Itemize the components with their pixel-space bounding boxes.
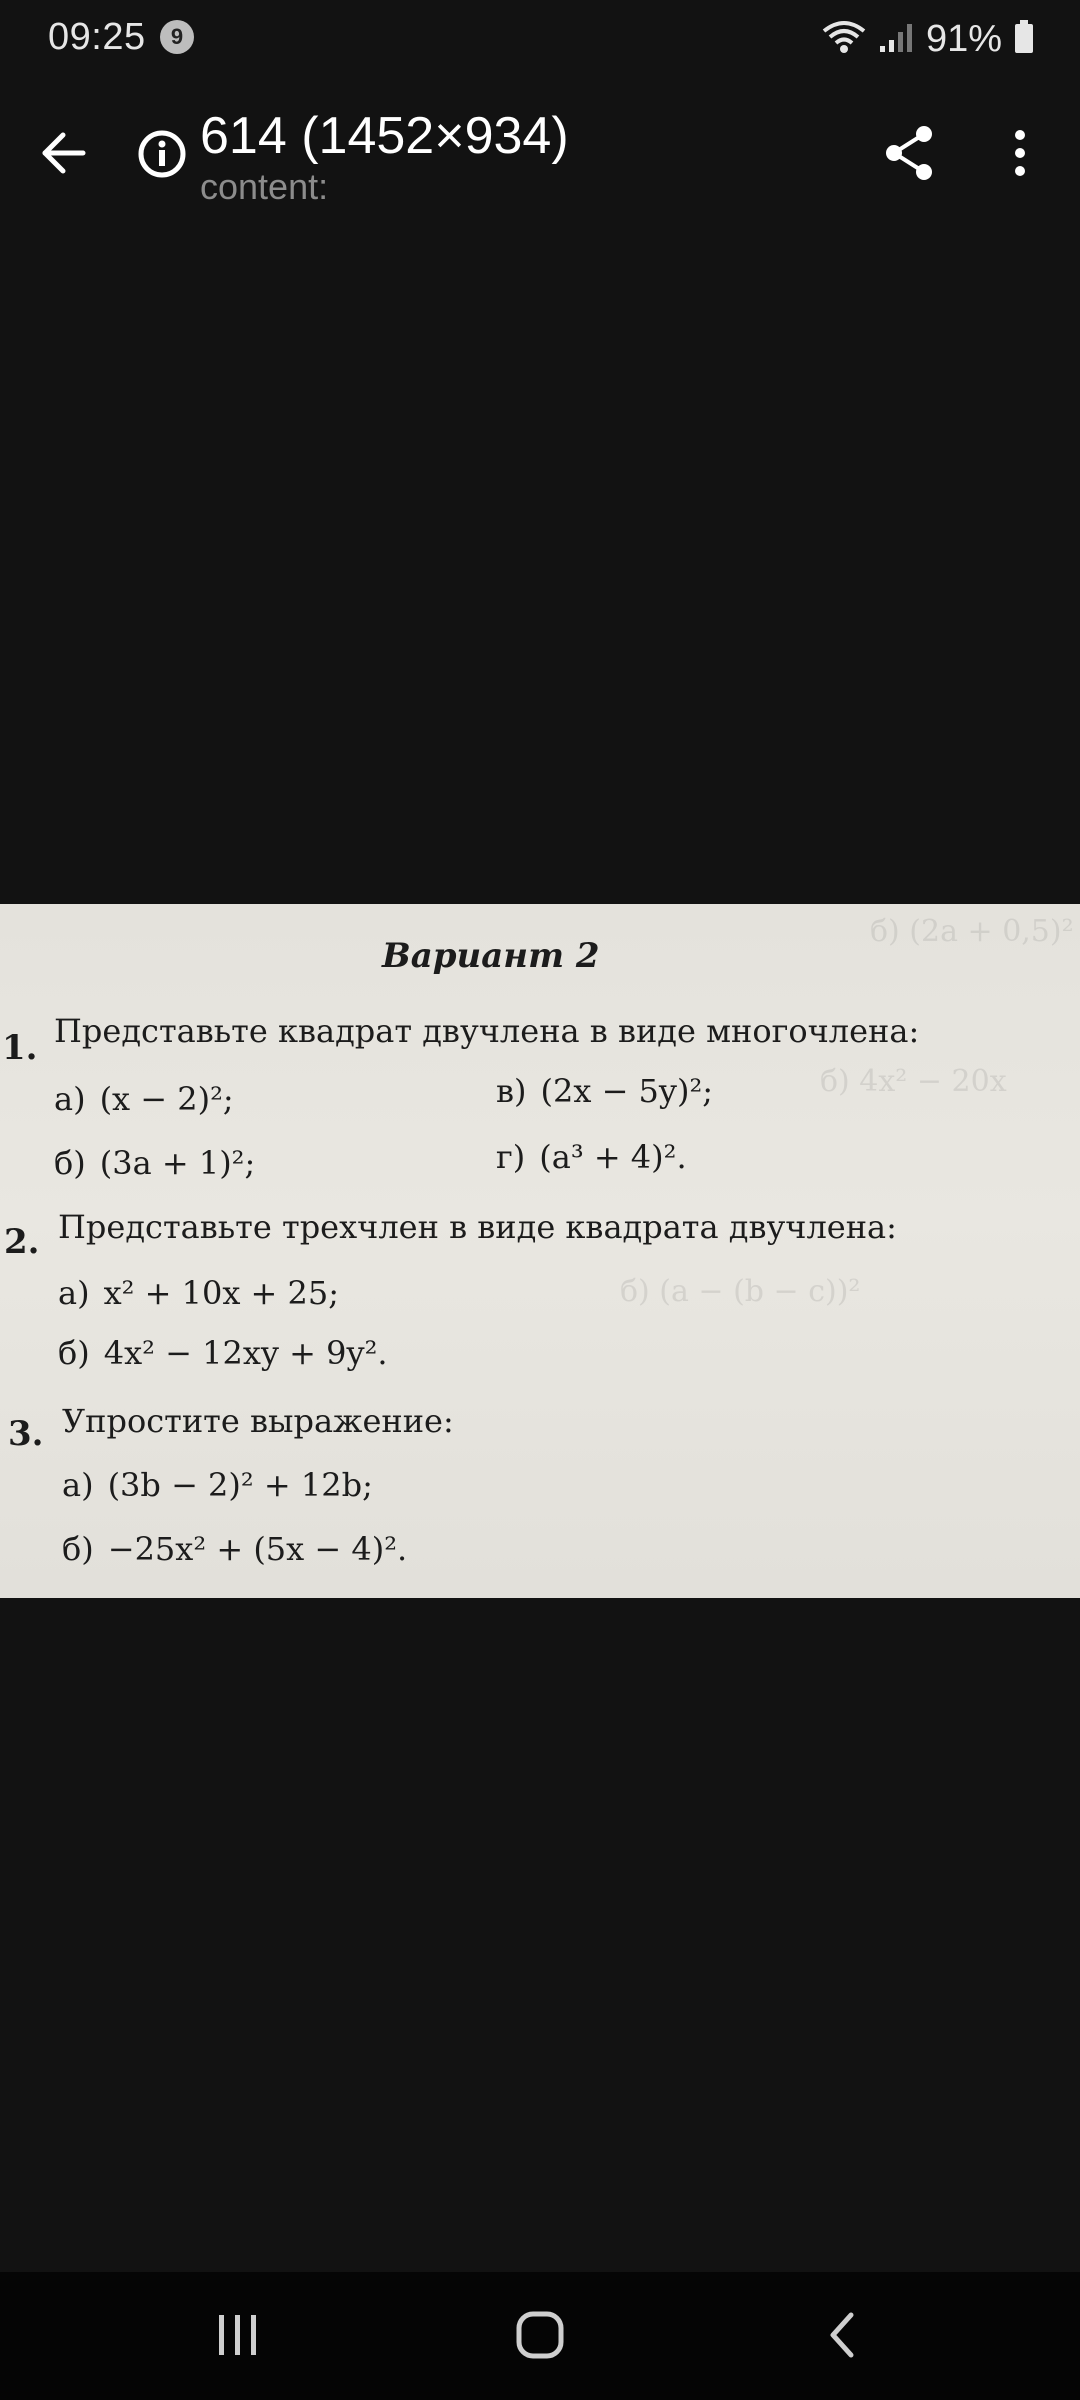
question-number: 1.: [2, 1028, 38, 1068]
question-text: Представьте квадрат двучлена в виде многочлена:: [54, 1012, 920, 1050]
item-label: б): [62, 1530, 94, 1568]
item-label: а): [62, 1466, 94, 1504]
item-expression: (3a + 1)²;: [99, 1144, 256, 1182]
item-expression: (2x − 5y)²;: [540, 1072, 714, 1110]
home-button[interactable]: [500, 2302, 580, 2372]
recents-button[interactable]: [198, 2302, 278, 2372]
item-label: а): [58, 1274, 90, 1312]
wifi-icon: [822, 19, 866, 60]
item-expression: 4x² − 12xy + 9y².: [103, 1334, 388, 1372]
item-label: г): [496, 1138, 526, 1176]
question-text: Упростите выражение:: [62, 1402, 454, 1440]
question-number: 3.: [8, 1414, 44, 1454]
item-expression: (a³ + 4)².: [539, 1138, 687, 1176]
photo-image[interactable]: [0, 904, 1080, 1598]
item-expression: −25x² + (5x − 4)².: [107, 1530, 408, 1568]
reverse-page-ghost: б) (2a + 0,5)²: [870, 914, 1074, 949]
home-icon: [515, 2310, 565, 2365]
image-subtitle: content:: [200, 166, 329, 207]
status-time: 09:25: [48, 16, 146, 58]
more-vert-icon: [1013, 129, 1027, 182]
recents-icon: [215, 2313, 261, 2362]
arrow-back-icon: [39, 131, 87, 180]
exercise-item: [58, 1274, 339, 1312]
exercise-item: [62, 1466, 373, 1504]
more-options-button[interactable]: [990, 122, 1050, 188]
share-button[interactable]: [876, 122, 942, 188]
status-bar: [0, 0, 1080, 80]
battery-icon: [1014, 20, 1034, 59]
notification-count-badge: 9: [160, 20, 194, 54]
item-expression: x² + 10x + 25;: [103, 1274, 340, 1312]
navigation-bar: [0, 2272, 1080, 2400]
item-label: б): [54, 1144, 86, 1182]
info-button[interactable]: [132, 126, 192, 186]
exercise-item: [54, 1080, 234, 1118]
image-title: 614 (1452×934): [200, 107, 569, 165]
item-label: б): [58, 1334, 90, 1372]
info-icon: [137, 129, 187, 184]
battery-percent: 91%: [925, 17, 1002, 60]
exercise-item: [62, 1530, 407, 1568]
variant-heading: Вариант 2: [382, 936, 600, 976]
share-icon: [882, 124, 936, 187]
app-bar: [0, 100, 1080, 220]
item-expression: (x − 2)²;: [99, 1080, 234, 1118]
item-label: а): [54, 1080, 86, 1118]
reverse-page-ghost: б) (a − (b − c))²: [620, 1274, 861, 1309]
exercise-item: [496, 1072, 713, 1110]
exercise-item: [54, 1144, 255, 1182]
question-text: Представьте трехчлен в виде квадрата двучлена:: [58, 1208, 897, 1246]
item-label: в): [496, 1072, 527, 1110]
question-number: 2.: [4, 1222, 40, 1262]
status-icons: [822, 14, 1034, 64]
item-expression: (3b − 2)² + 12b;: [107, 1466, 373, 1504]
reverse-page-ghost: б) 4x² − 20x: [820, 1064, 1007, 1099]
signal-icon: [878, 20, 914, 59]
back-button[interactable]: [28, 120, 98, 190]
exercise-item: [496, 1138, 687, 1176]
exercise-item: [58, 1334, 388, 1372]
nav-back-icon: [827, 2311, 857, 2364]
nav-back-button[interactable]: [802, 2302, 882, 2372]
